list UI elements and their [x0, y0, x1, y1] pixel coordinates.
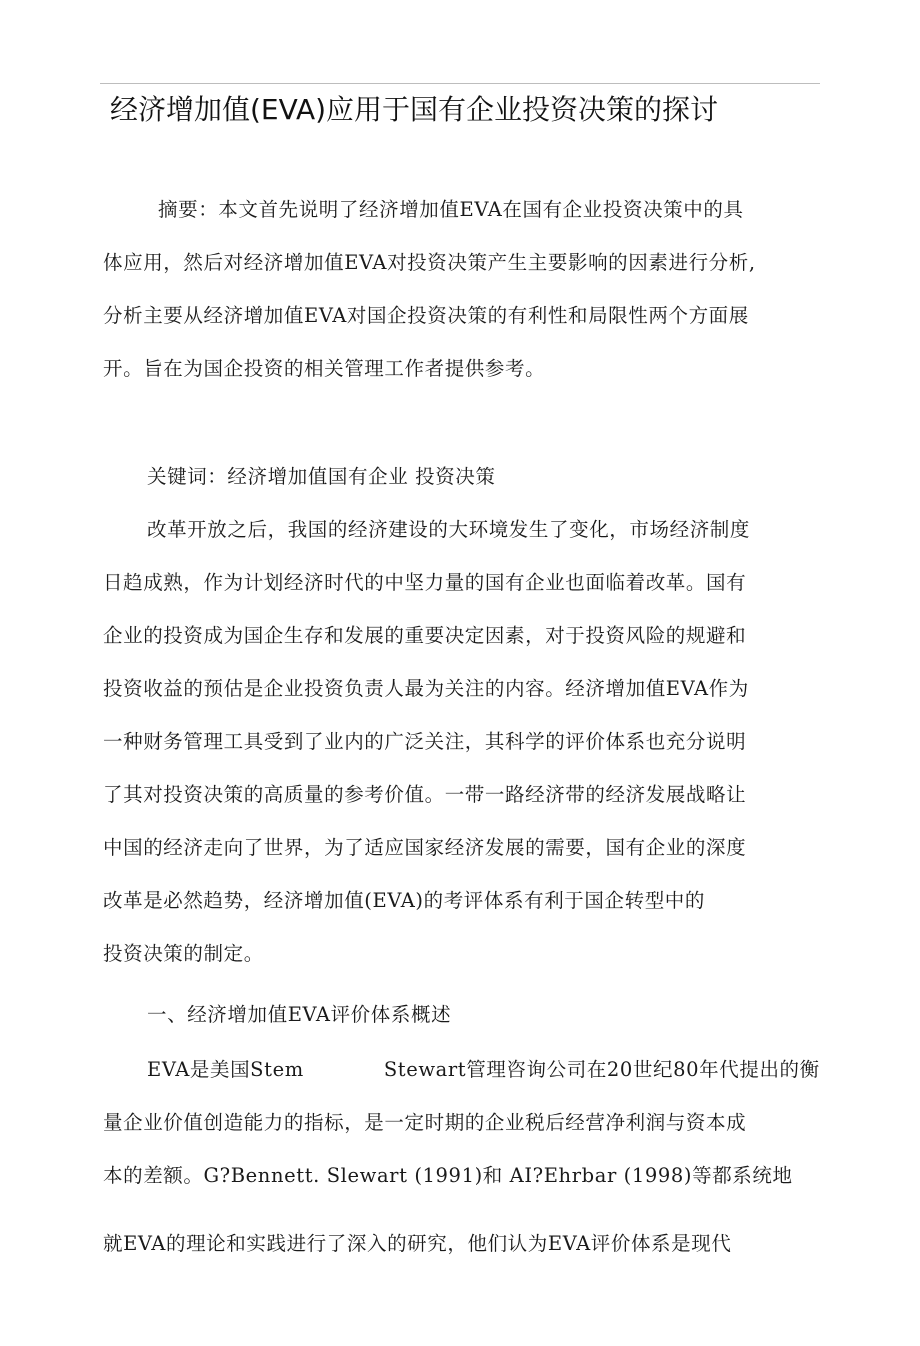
body-line: 投资决策的制定。	[103, 942, 264, 965]
keywords-line: 关键词：经济增加值国有企业 投资决策	[147, 465, 496, 488]
body-line: 改革是必然趋势，经济增加值(EVA)的考评体系有利于国企转型中的	[103, 889, 705, 912]
section-heading: 一、经济增加值EVA评价体系概述	[147, 1003, 452, 1026]
body-line: 本的差额。G?Bennett. Slewart (1991)和 AI?Ehrbar (1998)等都系统地	[103, 1164, 793, 1187]
body-line-part: Stewart管理咨询公司在20世纪80年代提出的衡	[383, 1058, 820, 1081]
body-line: 企业的投资成为国企生存和发展的重要决定因素，对于投资风险的规避和	[103, 624, 747, 647]
body-line-part: EVA是美国Stem	[147, 1058, 304, 1081]
body-line: 了其对投资决策的高质量的参考价值。一带一路经济带的经济发展战略让	[103, 783, 747, 806]
body-line: 量企业价值创造能力的指标，是一定时期的企业税后经营净利润与资本成	[103, 1111, 747, 1134]
abstract-line: 摘要：本文首先说明了经济增加值EVA在国有企业投资决策中的具	[158, 198, 744, 221]
body-line: 日趋成熟，作为计划经济时代的中坚力量的国有企业也面临着改革。国有	[103, 571, 747, 594]
abstract-line: 开。旨在为国企投资的相关管理工作者提供参考。	[103, 357, 546, 380]
body-line: 中国的经济走向了世界，为了适应国家经济发展的需要，国有企业的深度	[103, 836, 747, 859]
body-line: 一种财务管理工具受到了业内的广泛关注，其科学的评价体系也充分说明	[103, 730, 747, 753]
header-rule	[100, 83, 820, 84]
body-line	[147, 1055, 820, 1085]
body-line: 投资收益的预估是企业投资负责人最为关注的内容。经济增加值EVA作为	[103, 677, 749, 700]
body-line: 就EVA的理论和实践进行了深入的研究，他们认为EVA评价体系是现代	[103, 1232, 732, 1255]
document-title: 经济增加值(EVA)应用于国有企业投资决策的探讨	[110, 93, 719, 126]
body-line: 改革开放之后，我国的经济建设的大环境发生了变化，市场经济制度	[147, 518, 751, 541]
abstract-line: 分析主要从经济增加值EVA对国企投资决策的有利性和局限性两个方面展	[103, 304, 749, 327]
abstract-line: 体应用，然后对经济增加值EVA对投资决策产生主要影响的因素进行分析,	[103, 251, 756, 274]
